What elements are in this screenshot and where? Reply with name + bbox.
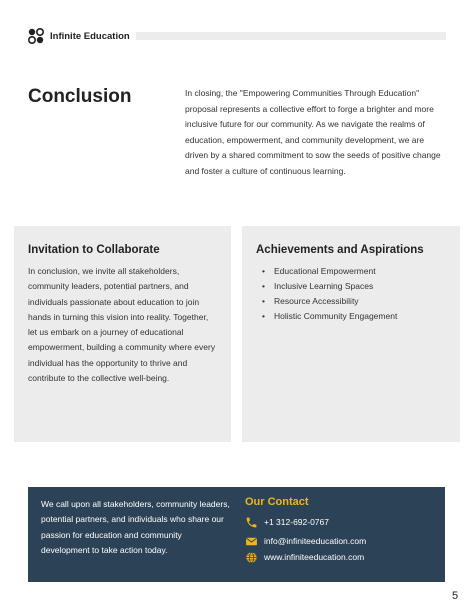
footer-banner bbox=[28, 487, 445, 582]
achievements-title: Achievements and Aspirations bbox=[256, 244, 424, 256]
globe-icon bbox=[245, 551, 258, 564]
conclusion-text: In closing, the "Empowering Communities Through Education" proposal represents a collective effort to forge a brighter and more inclusive future for our community. As we navigate the realms of education, empowerment, and community development, we are driven by a shared commitment to sow the seeds of positive change and foster a culture of continuous learning. bbox=[185, 88, 441, 176]
contact-title: Our Contact bbox=[245, 496, 309, 508]
invitation-title: Invitation to Collaborate bbox=[28, 244, 160, 256]
contact-email[interactable] bbox=[245, 534, 366, 548]
list-item: • Educational Empowerment bbox=[256, 264, 446, 279]
brand-name: Infinite Education bbox=[50, 30, 130, 42]
list-item: • Holistic Community Engagement bbox=[256, 309, 446, 324]
contact-phone[interactable] bbox=[245, 515, 329, 529]
header-divider bbox=[136, 32, 446, 40]
list-item: • Inclusive Learning Spaces bbox=[256, 279, 446, 294]
phone-icon bbox=[245, 516, 258, 529]
contact-website[interactable] bbox=[245, 550, 364, 564]
phone-number: +1 312-692-0767 bbox=[264, 517, 329, 527]
conclusion-title: Conclusion bbox=[28, 86, 132, 107]
invitation-panel bbox=[14, 226, 231, 442]
header bbox=[28, 26, 130, 46]
list-item: • Resource Accessibility bbox=[256, 294, 446, 309]
email-address: info@infiniteeducation.com bbox=[264, 536, 367, 546]
four-circles-logo-icon bbox=[28, 28, 44, 44]
email-icon bbox=[245, 535, 258, 548]
footer-text: We call upon all stakeholders, community leaders, potential partners, and individuals who share our passion for education and community development to take action today. bbox=[41, 499, 230, 555]
achievements-panel bbox=[242, 226, 460, 442]
invitation-text: In conclusion, we invite all stakeholders, community leaders, potential partners, and individuals passionate about education to join hands in turning this vision into reality. Together, let us embark on a journey of educational empowerment, building a community where every individual has the opportunity to thrive and contribute to the collective well-being. bbox=[28, 266, 216, 384]
page-number: 5 bbox=[452, 590, 459, 602]
achievements-list bbox=[256, 264, 446, 324]
website-url: www.infiniteeducation.com bbox=[264, 552, 365, 562]
